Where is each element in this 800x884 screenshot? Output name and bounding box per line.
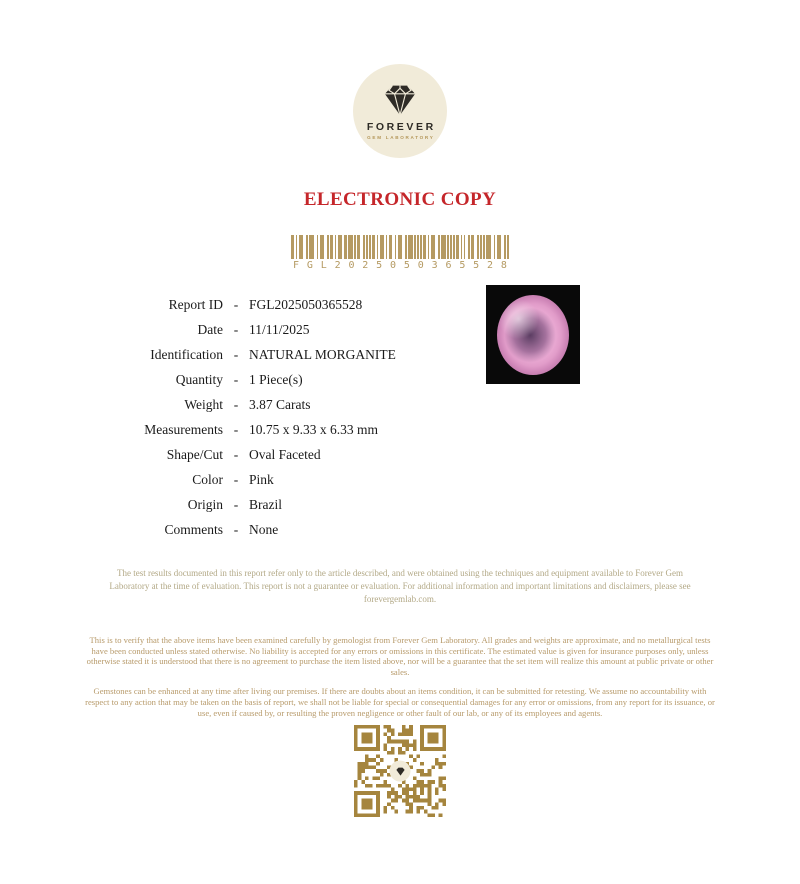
field-value: Pink: [249, 471, 274, 487]
field-separator: -: [233, 346, 239, 362]
field-separator: -: [233, 371, 239, 387]
field-separator: -: [233, 446, 239, 462]
field-value: 1 Piece(s): [249, 371, 303, 387]
field-value: FGL2025050365528: [249, 296, 363, 312]
disclaimer-results: The test results documented in this report refer only to the article described, and were obtained using the techniques and equipment available to Forever Gem Laboratory at the time of evaluation. This report is not a guarantee or evaluation. For additional information and important limitations and disclaimers, please see forevergemlab.com.: [109, 568, 691, 604]
qr-code: [354, 725, 446, 817]
field-separator: -: [233, 496, 239, 512]
field-separator: -: [233, 471, 239, 487]
field-label: Origin: [187, 496, 223, 512]
field-value: Brazil: [249, 496, 282, 512]
field-label: Date: [197, 321, 223, 337]
lab-logo: [353, 64, 447, 158]
lab-name: FOREVER: [366, 121, 436, 133]
field-separator: -: [233, 421, 239, 437]
report-field-row: [90, 417, 710, 442]
gemstone-image: [497, 295, 569, 375]
report-field-row: [90, 467, 710, 492]
field-label: Measurements: [144, 421, 223, 437]
field-label: Report ID: [168, 296, 223, 312]
barcode-value: F G L 2 0 2 5 0 5 0 3 6 5 5 2 8: [293, 260, 507, 271]
field-value: 3.87 Carats: [249, 396, 311, 412]
diamond-icon: [394, 766, 406, 776]
disclaimer-liability: Gemstones can be enhanced at any time after living our premises. If there are doubts about an items condition, it can be submitted for retesting. We assume no accountability with respect to any action that may be taken on the basis of report, we shall not be liable for special or consequential damages for any error or omissions, from any report for its issuance, or use, even if caused by, or resulting the proven negligence or other fault of our lab, or any of its employees and agents.: [85, 686, 715, 718]
report-field-row: [90, 342, 710, 367]
field-value: Oval Faceted: [249, 446, 321, 462]
field-value: None: [249, 521, 279, 537]
report-field-row: [90, 317, 710, 342]
report-field-row: [90, 292, 710, 317]
field-separator: -: [233, 321, 239, 337]
electronic-copy-label: ELECTRONIC COPY: [303, 189, 497, 210]
report-field-row: [90, 517, 710, 542]
field-separator: -: [233, 396, 239, 412]
field-label: Identification: [150, 346, 223, 362]
lab-subtitle: GEM LABORATORY: [367, 135, 435, 140]
field-label: Shape/Cut: [166, 446, 223, 462]
report-details: [90, 292, 710, 542]
field-label: Comments: [164, 521, 223, 537]
field-label: Quantity: [175, 371, 223, 387]
gemstone-photo: [486, 285, 580, 384]
field-separator: -: [233, 521, 239, 537]
report-field-row: [90, 367, 710, 392]
report-field-row: [90, 492, 710, 517]
field-value: 10.75 x 9.33 x 6.33 mm: [249, 421, 379, 437]
diamond-icon: [378, 82, 422, 118]
field-label: Color: [192, 471, 223, 487]
qr-center-logo: [390, 761, 411, 782]
report-fields: [90, 292, 710, 542]
barcode-bars: [291, 235, 509, 259]
disclaimer-verification: This is to verify that the above items have been examined carefully by gemologist from Forever Gem Laboratory. All grades and weights are approximate, and no metallurgical tests have been conducted unless stated otherwise. No liability is accepted for any errors or omissions in this certificate. The estimated value is given for insurance purposes only, unless otherwise stated it is understood that there is no agreement to purchase the item listed above, nor will be a guarantee that the set item will realize this amount at public private or other sales.: [86, 635, 714, 677]
report-field-row: [90, 392, 710, 417]
field-separator: -: [233, 296, 239, 312]
field-value: NATURAL MORGANITE: [249, 346, 396, 362]
report-field-row: [90, 442, 710, 467]
barcode: [291, 235, 509, 271]
field-label: Weight: [184, 396, 223, 412]
field-value: 11/11/2025: [249, 321, 310, 337]
